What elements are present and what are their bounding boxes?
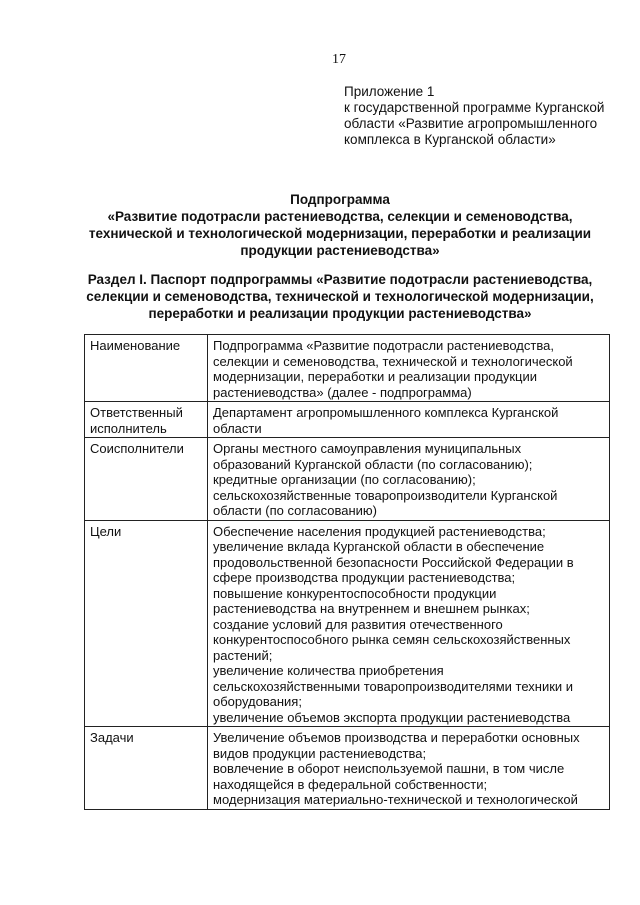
page-number: 17: [332, 52, 346, 67]
row-value-line: кредитные организации (по согласованию);: [213, 472, 476, 487]
row-value-cell: [208, 727, 610, 810]
row-value-cell: [208, 438, 610, 521]
table-row: [85, 438, 610, 521]
row-value-line: модернизация материально-технической и технологической: [213, 792, 578, 807]
row-label-cell: [85, 335, 208, 402]
table-row: [85, 402, 610, 438]
row-value-line: Департамент агропромышленного комплекса Курганской: [213, 405, 559, 420]
row-value-line: Увеличение объемов производства и переработки основных: [213, 730, 580, 745]
row-value-line: образований Курганской области (по согласованию);: [213, 456, 533, 472]
row-label-line: Задачи: [90, 730, 134, 745]
row-value-line: модернизации, переработки и реализации продукции: [213, 369, 537, 384]
row-label-line: Соисполнители: [90, 441, 184, 456]
row-value-line: Подпрограмма «Развитие подотрасли растениеводства,: [213, 338, 554, 353]
row-label-line: Наименование: [90, 338, 181, 353]
row-value-line: увеличение количества приобретения: [213, 663, 444, 678]
annex-line: Приложение 1: [344, 84, 435, 99]
row-value-line: области: [213, 420, 262, 436]
row-label-cell: [85, 520, 208, 727]
row-value-line: сельскохозяйственные товаропроизводители Курганской: [213, 487, 558, 503]
annex-line: области «Развитие агропромышленного: [344, 116, 598, 131]
row-value-line: находящейся в федеральной собственности;: [213, 776, 488, 792]
row-value-line: увеличение вклада Курганской области в обеспечение: [213, 539, 545, 554]
annex-line: к государственной программе Курганской: [344, 100, 605, 115]
row-value-line: растениеводства на внутреннем и внешнем рынках;: [213, 601, 530, 616]
row-value-line: сельскохозяйственными товаропроизводителями техники и: [213, 678, 574, 694]
section-title-line: переработки и реализации продукции растениеводства»: [148, 306, 532, 321]
row-value-cell: [208, 335, 610, 402]
section-title-line: Раздел I. Паспорт подпрограммы «Развитие подотрасли растениеводства,: [87, 272, 593, 287]
row-value-cell: [208, 520, 610, 727]
row-value-line: оборудования;: [213, 694, 302, 709]
row-label-line: исполнитель: [90, 420, 167, 436]
subprogram-title-line: Подпрограмма: [290, 192, 390, 207]
section-title-line: селекции и семеноводства, технической и технологической модернизации,: [86, 289, 594, 304]
passport-table: [84, 334, 610, 810]
row-label-cell: [85, 402, 208, 438]
row-label-line: Ответственный: [90, 405, 183, 420]
annex-line: комплекса в Курганской области»: [344, 132, 556, 147]
row-label-cell: [85, 727, 208, 810]
row-value-line: конкурентоспособного рынка семян сельскохозяйственных: [213, 632, 571, 647]
subprogram-title: [60, 191, 620, 259]
row-value-line: повышение конкурентоспособности продукции: [213, 585, 497, 601]
row-value-line: увеличение объемов экспорта продукции растениеводства: [213, 709, 571, 725]
row-value-line: создание условий для развития отечественного: [213, 616, 503, 632]
annex-header: [344, 84, 634, 148]
subprogram-title-line: продукции растениеводства»: [240, 243, 440, 258]
subprogram-title-line: технической и технологической модернизации, переработки и реализации: [88, 226, 592, 241]
row-value-line: Органы местного самоуправления муниципальных: [213, 441, 522, 456]
passport-table-body: [85, 335, 610, 810]
row-value-line: Обеспечение населения продукцией растениеводства;: [213, 523, 546, 539]
subprogram-title-line: «Развитие подотрасли растениеводства, селекции и семеноводства,: [107, 209, 573, 224]
row-value-line: продовольственной безопасности Российской Федерации в: [213, 554, 574, 570]
table-row: [85, 520, 610, 727]
row-value-line: растениеводства» (далее - подпрограмма): [213, 384, 472, 400]
row-value-line: области (по согласованию): [213, 503, 377, 518]
table-row: [85, 335, 610, 402]
row-value-line: видов продукции растениеводства;: [213, 745, 427, 761]
row-value-cell: [208, 402, 610, 438]
row-value-line: селекции и семеноводства, технической и технологической: [213, 353, 573, 369]
table-row: [85, 727, 610, 810]
row-label-line: Цели: [90, 523, 122, 539]
row-label-cell: [85, 438, 208, 521]
row-value-line: растений;: [213, 647, 273, 663]
row-value-line: сфере производства продукции растениеводства;: [213, 570, 516, 585]
row-value-line: вовлечение в оборот неиспользуемой пашни, в том числе: [213, 761, 565, 776]
section-title: [60, 271, 620, 322]
